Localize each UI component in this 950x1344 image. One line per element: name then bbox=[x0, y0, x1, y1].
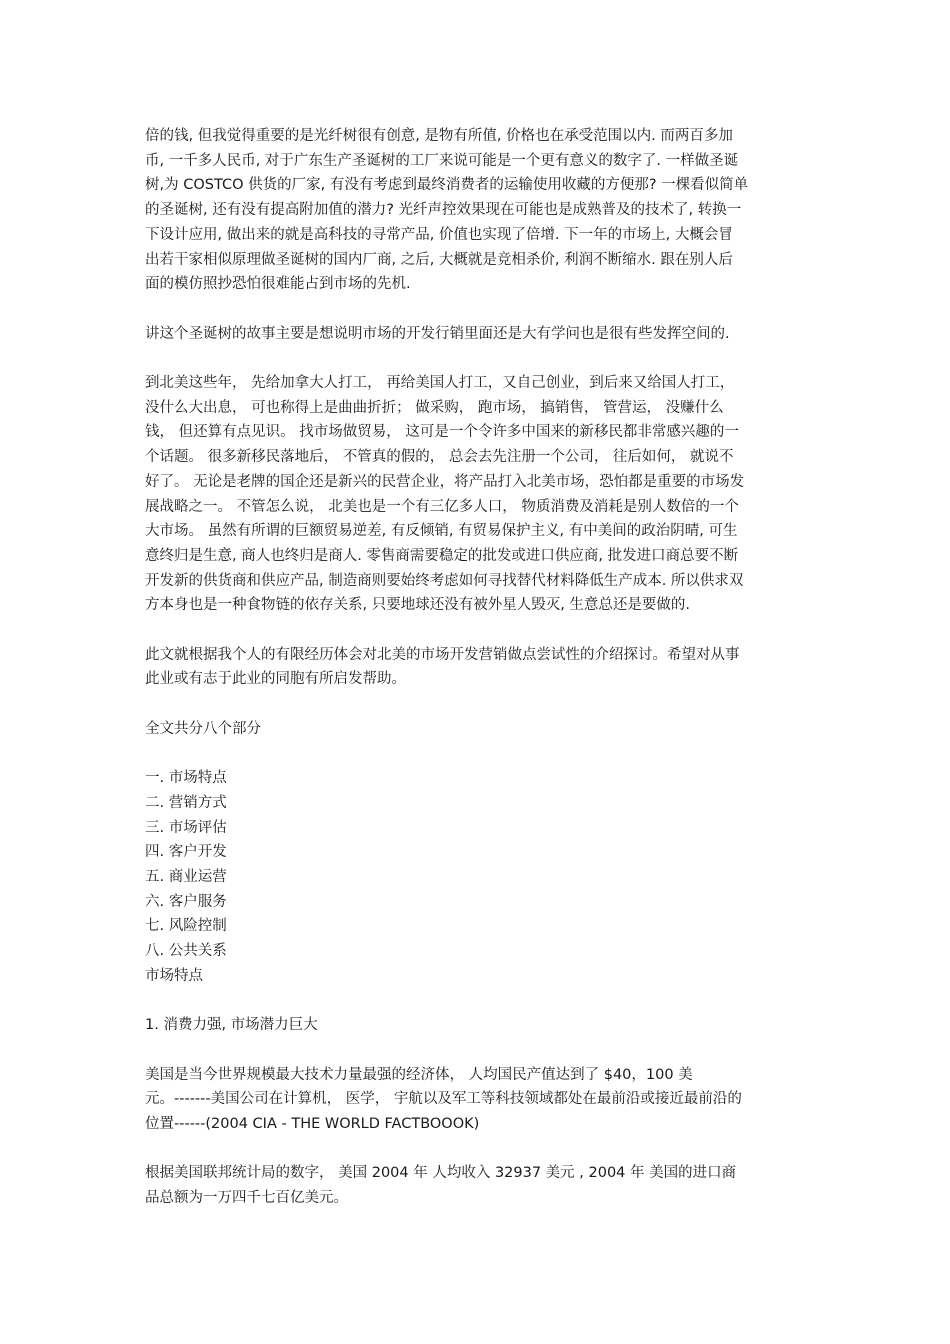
subsection-title: 1. 消费力强, 市场潜力巨大 bbox=[145, 1017, 318, 1034]
toc-item: 八. 公共关系 bbox=[145, 943, 227, 960]
paragraph-us-economy: 美国是当今世界规模最大技术力量最强的经济体， 人均国民产值达到了 $40，100 美 元。-------美国公司在计算机， 医学， 宇航以及军工等科技领域都处在最前沿或接近最前沿的 位置------(2004 CIA - THE WORLD FACTBOOOK) bbox=[145, 1066, 742, 1133]
paragraph-article-intent: 此文就根据我个人的有限经历体会对北美的市场开发营销做点尝试性的介绍探讨。希望对从事 此业或有志于此业的同胞有所启发帮助。 bbox=[145, 646, 740, 688]
document-page bbox=[145, 124, 810, 1236]
section-title: 市场特点 bbox=[145, 967, 203, 984]
table-of-contents bbox=[145, 766, 810, 964]
toc-item: 五. 商业运营 bbox=[145, 869, 227, 886]
paragraph-christmas-tree: 倍的钱, 但我觉得重要的是光纤树很有创意, 是物有所值, 价格也在承受范围以内. 而两百多加 币, 一千多人民币, 对于广东生产圣诞树的工厂来说可能是一个更有意义的数字了. 一样做圣诞 树,为 COSTCO 供货的厂家, 有没有考虑到最终消费者的运输使用收藏的方便那? 一棵看似简单 的圣诞树, 还有没有提高附加值的潜力? 光纤声控效果现在可能也是成熟普及的技术了, 转换一 下设计应用, 做出来的就是高科技的寻常产品, 价值也实现了倍增. 下一年的市场上, 大概会冒 出若干家相似原理做圣诞树的国内厂商, 之后, 大概就是竞相杀价, 利润不断缩水. 跟在别人后 面的模仿照抄恐怕很难能占到市场的先机. bbox=[145, 128, 749, 293]
toc-item: 四. 客户开发 bbox=[145, 844, 227, 861]
toc-item: 七. 风险控制 bbox=[145, 918, 227, 935]
paragraph-us-income-stats: 根据美国联邦统计局的数字， 美国 2004 年 人均收入 32937 美元 , 2004 年 美国的进口商 品总额为一万四千七百亿美元。 bbox=[145, 1165, 737, 1207]
toc-item: 一. 市场特点 bbox=[145, 770, 227, 787]
paragraph-north-america-experience: 到北美这些年， 先给加拿大人打工， 再给美国人打工，又自己创业，到后来又给国人打工， 没什么大出息， 可也称得上是曲曲折折； 做采购， 跑市场， 搞销售， 管营运， 没赚什么 钱， 但还算有点见识。 找市场做贸易， 这可是一个令许多中国来的新移民都非常感兴趣的一 个话题。 很多新移民落地后， 不管真的假的， 总会去先注册一个公司， 往后如何， 就说不 好了。 无论是老牌的国企还是新兴的民营企业，将产品打入北美市场，恐怕都是重要的市场发 展战略之一。 不管怎么说， 北美也是一个有三亿多人口， 物质消费及消耗是别人数倍的一个 大市场。 虽然有所谓的巨额贸易逆差, 有反倾销, 有贸易保护主义, 有中美间的政治阴晴, 可生 意终归是生意, 商人也终归是商人. 零售商需要稳定的批发或进口供应商, 批发进口商总要不断 开发新的供货商和供应产品, 制造商则要始终考虑如何寻找替代材料降低生产成本. 所以供求双 方本身也是一种食物链的依存关系, 只要地球还没有被外星人毁灭, 生意总还是要做的. bbox=[145, 375, 745, 614]
paragraph-parts-intro: 全文共分八个部分 bbox=[145, 720, 261, 737]
toc-item: 六. 客户服务 bbox=[145, 893, 227, 910]
paragraph-story-purpose: 讲这个圣诞树的故事主要是想说明市场的开发行销里面还是大有学问也是很有些发挥空间的. bbox=[145, 325, 730, 342]
toc-item: 三. 市场评估 bbox=[145, 819, 227, 836]
toc-item: 二. 营销方式 bbox=[145, 794, 227, 811]
